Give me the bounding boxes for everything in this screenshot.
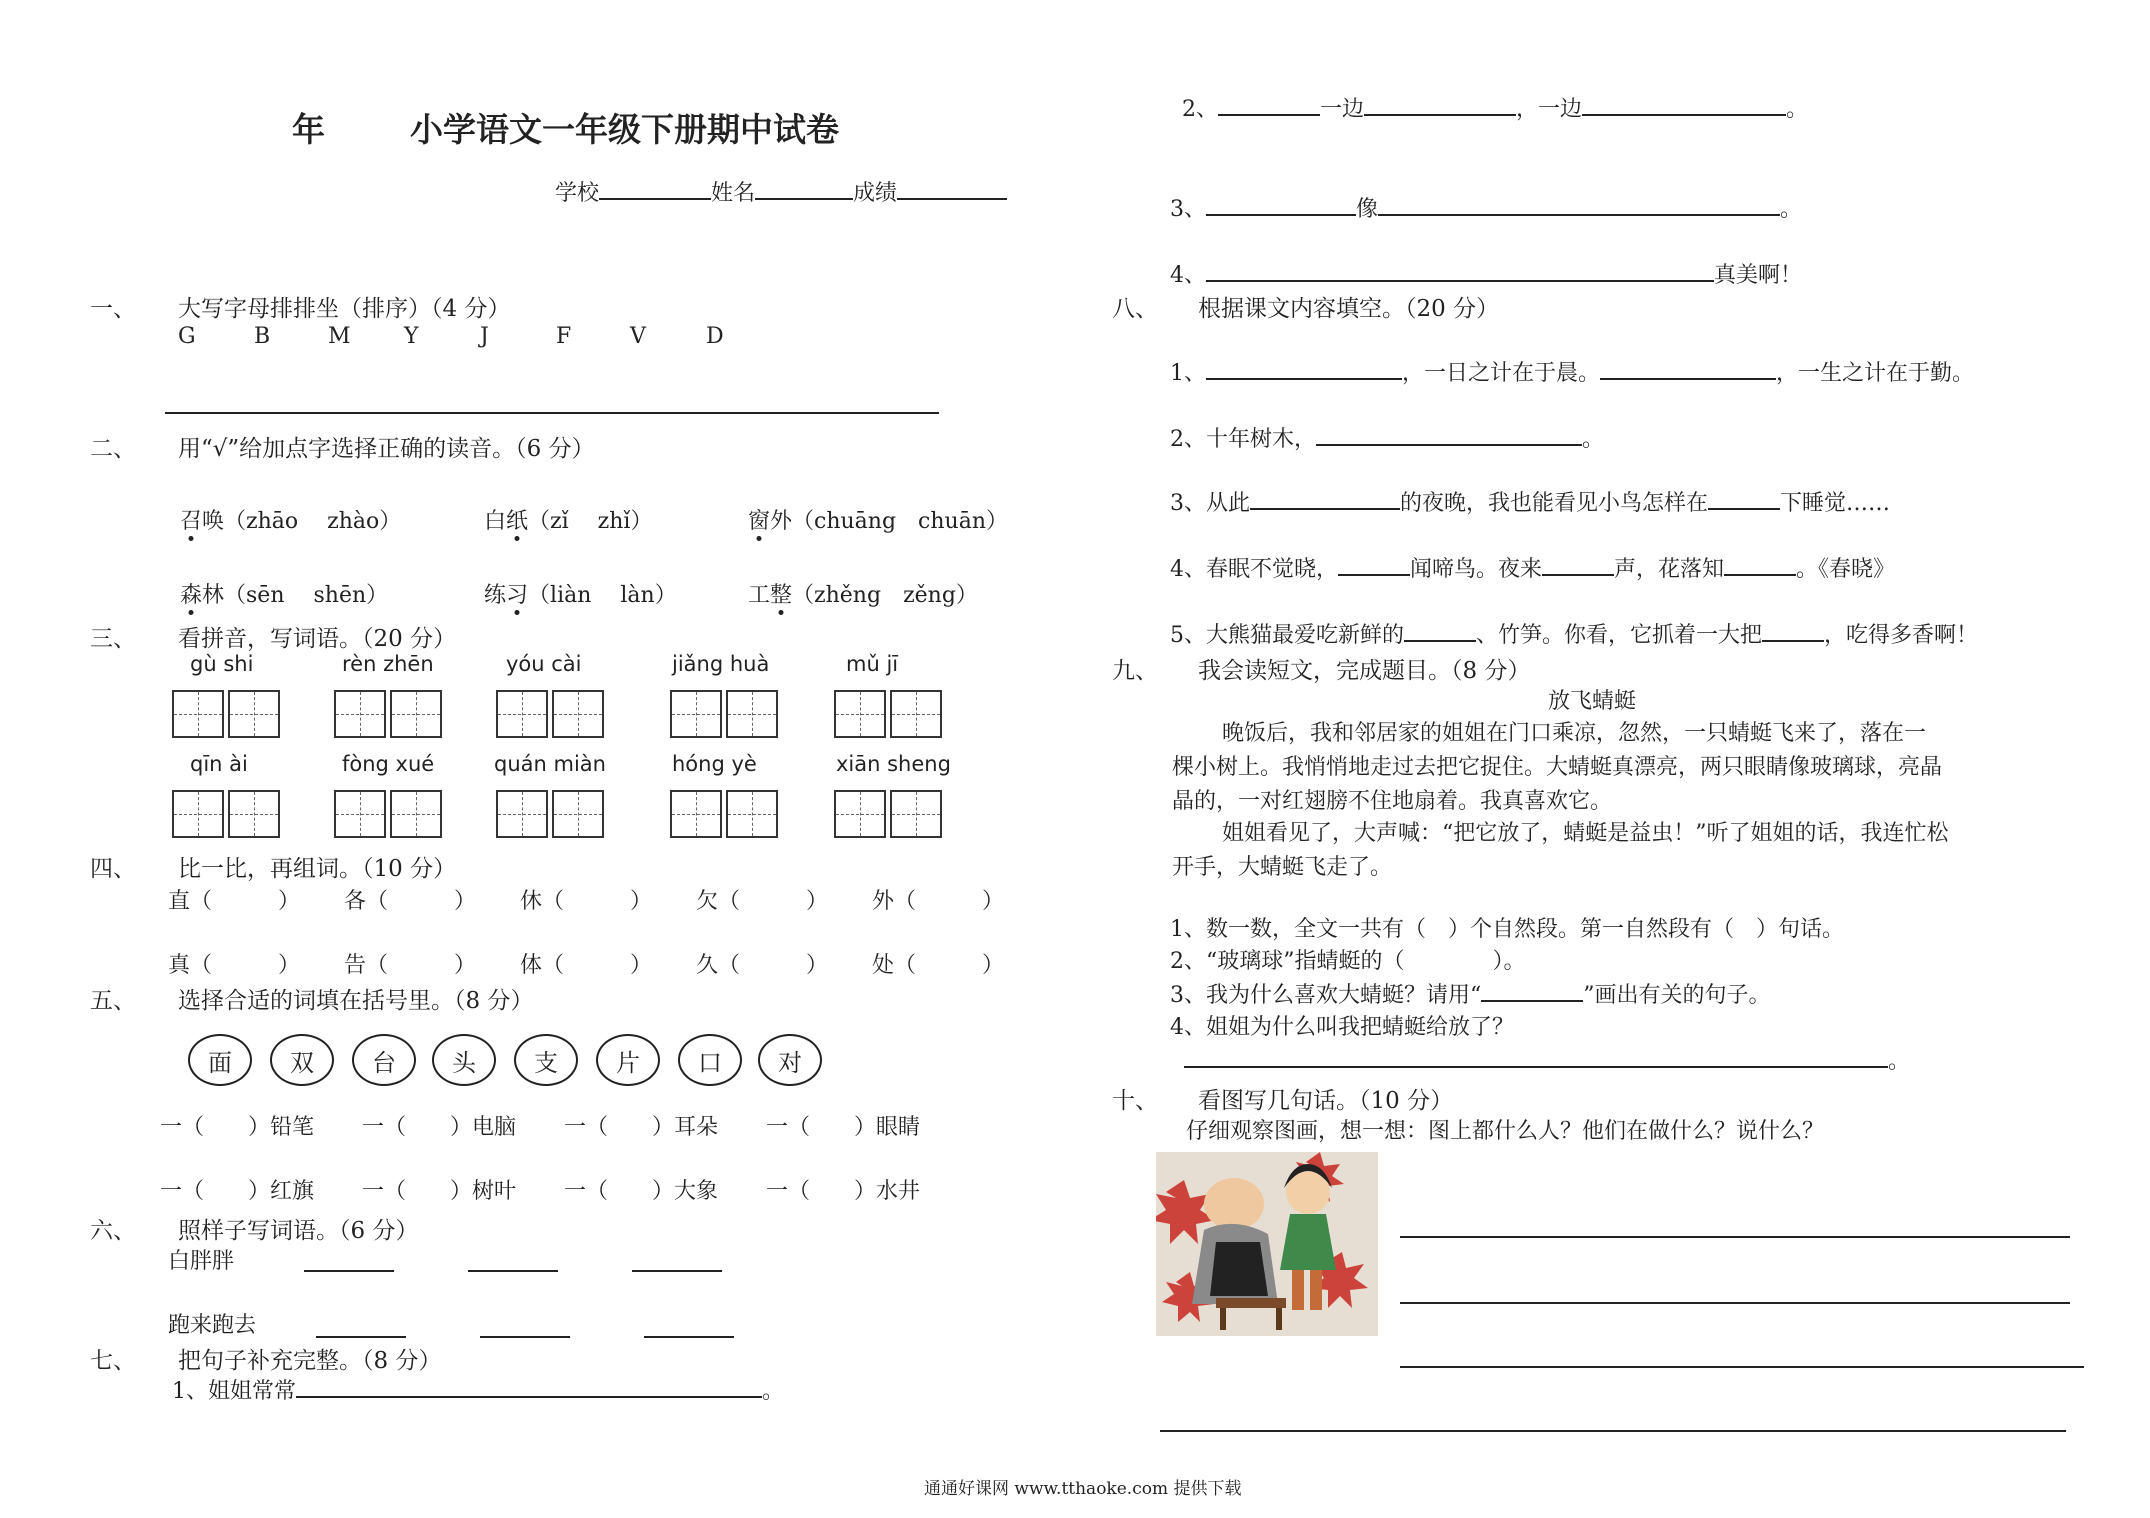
section-2-heading: 用“√”给加点字选择正确的读音。（6 分） [178,436,595,462]
fill-blank-item: 一（ ）水井 [766,1179,921,1204]
writing-grid[interactable] [726,790,778,838]
letter-item: V [630,324,646,349]
section-3-number: 三、 [90,626,136,652]
name-label: 姓名 [711,181,756,206]
section-10-number: 十、 [1112,1088,1158,1114]
answer-line[interactable] [1708,486,1780,510]
exam-year: 年 [292,110,325,149]
fill-blank-item: 一（ ）树叶 [362,1179,517,1204]
fill-sentence: 1、 ，一日之计在于晨。 ，一生之计在于勤。 [1170,356,1974,387]
student-info [555,176,1007,207]
story-line: 姐姐看见了，大声喊：“把它放了，蜻蜓是益虫！”听了姐姐的话，我连忙松 [1222,821,1949,846]
story-line: 晶的，一对红翅膀不住地扇着。我真喜欢它。 [1172,789,1613,814]
answer-line[interactable] [632,1270,722,1272]
answer-line[interactable] [1582,92,1786,116]
section-4-heading: 比一比，再组词。（10 分） [178,856,457,882]
example-word: 白胖胖 [168,1249,235,1274]
writing-grid[interactable] [834,790,886,838]
word-pair-item: 久（ ） [696,953,829,978]
measure-word-choice: 面 [188,1034,252,1086]
answer-line[interactable] [1206,356,1402,380]
answer-line[interactable] [1160,1430,2066,1432]
section-5-heading: 选择合适的词填在括号里。（8 分） [178,988,534,1014]
pronunciation-item: 窗外（chuāng chuān） [748,504,1008,535]
measure-word-choice: 头 [432,1034,496,1086]
writing-grid[interactable] [334,790,386,838]
pronunciation-item: 白纸（zǐ zhǐ） [484,504,652,535]
section-10-heading: 看图写几句话。（10 分） [1198,1088,1454,1114]
answer-line[interactable] [480,1336,570,1338]
writing-grid[interactable] [552,690,604,738]
answer-line[interactable] [1206,258,1714,282]
measure-word-choice: 对 [758,1034,822,1086]
answer-line[interactable] [1724,552,1796,576]
answer-line[interactable] [644,1336,734,1338]
answer-line[interactable] [1400,1236,2070,1238]
fill-blank-item: 一（ ）红旗 [160,1179,315,1204]
reading-answer: 。 [1184,1044,1910,1075]
measure-word-choice: 口 [678,1034,742,1086]
exam-title: 小学语文一年级下册期中试卷 [410,110,839,149]
word-pair-item: 处（ ） [872,953,1005,978]
section-8-number: 八、 [1112,296,1158,322]
section-9-number: 九、 [1112,658,1158,684]
answer-line[interactable] [1542,552,1614,576]
pinyin-label: mǔ jī [846,652,899,676]
writing-grid[interactable] [890,790,942,838]
reading-question: 1、数一数，全文一共有（ ）个自然段。第一自然段有（ ）句话。 [1170,917,1844,942]
score-label: 成绩 [853,181,898,206]
sentence-item: 2、 一边 ，一边 。 [1182,92,1808,123]
answer-line[interactable] [1378,192,1780,216]
example-word: 跑来跑去 [168,1313,257,1338]
answer-line[interactable] [304,1270,394,1272]
score-field[interactable] [897,176,1007,200]
pinyin-label: hóng yè [672,752,757,776]
answer-line[interactable] [296,1374,762,1398]
pronunciation-item: 练习（liàn làn） [484,578,677,609]
writing-grid[interactable] [390,790,442,838]
writing-grid[interactable] [726,690,778,738]
section-1-number: 一、 [90,296,136,322]
pinyin-label: yóu cài [506,652,582,676]
writing-grid[interactable] [334,690,386,738]
fill-blank-item: 一（ ）眼睛 [766,1115,921,1140]
reading-question: 2、“玻璃球”指蜻蜓的（ ）。 [1170,949,1526,974]
footer-credit: 通通好课网 www.tthaoke.com 提供下载 [924,1479,1242,1499]
answer-line[interactable] [1184,1044,1888,1068]
section-6-heading: 照样子写词语。（6 分） [178,1218,419,1244]
story-line: 晚饭后，我和邻居家的姐姐在门口乘凉，忽然，一只蜻蜓飞来了，落在一 [1222,721,1927,746]
word-pair-item: 欠（ ） [696,889,829,914]
letter-item: B [254,324,271,349]
reading-question: 3、我为什么喜欢大蜻蜓？请用“ ”画出有关的句子。 [1170,978,1771,1009]
section-8-heading: 根据课文内容填空。（20 分） [1198,296,1500,322]
answer-line[interactable] [1364,92,1516,116]
letter-item: J [480,324,489,349]
school-field[interactable] [599,176,711,200]
fill-blank-item: 一（ ）电脑 [362,1115,517,1140]
fill-sentence: 2、十年树木， 。 [1170,422,1604,453]
pronunciation-item: 工整（zhěng zěng） [748,578,978,609]
picture-prompt: 仔细观察图画，想一想：图上都什么人？他们在做什么？说什么？ [1186,1119,1825,1144]
writing-grid[interactable] [552,790,604,838]
answer-line[interactable] [1206,192,1356,216]
fill-sentence: 3、从此 的夜晚，我也能看见小鸟怎样在 下睡觉…… [1170,486,1890,517]
word-pair-item: 告（ ） [344,953,477,978]
answer-line[interactable] [1250,486,1400,510]
section-2-number: 二、 [90,436,136,462]
word-pair-item: 真（ ） [168,953,301,978]
writing-grid[interactable] [890,690,942,738]
answer-line[interactable] [1600,356,1776,380]
word-pair-item: 体（ ） [520,953,653,978]
letter-item: Y [404,324,419,349]
letter-item: M [328,324,351,349]
name-field[interactable] [755,176,853,200]
word-pair-item: 外（ ） [872,889,1005,914]
answer-line[interactable] [1218,92,1320,116]
answer-line[interactable] [1400,1366,2084,1368]
story-line: 开手，大蜻蜓飞走了。 [1172,855,1393,880]
story-line: 棵小树上。我悄悄地走过去把它捉住。大蜻蜓真漂亮，两只眼睛像玻璃球，亮晶 [1172,755,1943,780]
fill-blank-item: 一（ ）铅笔 [160,1115,315,1140]
fill-sentence: 4、春眠不觉晓， 闻啼鸟。夜来 声，花落知 。《春晓》 [1170,552,1895,583]
section-3-heading: 看拼音，写词语。（20 分） [178,626,457,652]
fill-sentence: 5、大熊猫最爱吃新鲜的 、竹笋。你看，它抓着一大把 ，吃得多香啊！ [1170,618,1978,649]
answer-line[interactable] [165,412,939,414]
section-5-number: 五、 [90,988,136,1014]
letter-item: D [706,324,724,349]
story-title: 放飞蜻蜓 [1548,689,1637,714]
writing-grid[interactable] [228,790,280,838]
writing-grid[interactable] [390,690,442,738]
pinyin-label: fòng xué [342,752,435,776]
answer-line[interactable] [468,1270,558,1272]
measure-word-choice: 双 [270,1034,334,1086]
writing-grid[interactable] [496,690,548,738]
word-pair-item: 休（ ） [520,889,653,914]
answer-line[interactable] [1338,552,1410,576]
writing-grid[interactable] [172,690,224,738]
word-pair-item: 各（ ） [344,889,477,914]
pinyin-label: gù shi [190,652,254,676]
answer-line[interactable] [1762,618,1824,642]
writing-grid[interactable] [834,690,886,738]
answer-line[interactable] [1400,1302,2070,1304]
section-9-heading: 我会读短文，完成题目。（8 分） [1198,658,1531,684]
sentence-item: 1、姐姐常常 。 [172,1374,784,1405]
pinyin-label: quán miàn [494,752,606,776]
section-4-number: 四、 [90,856,136,882]
pinyin-label: jiǎng huà [672,652,770,676]
writing-grid[interactable] [670,790,722,838]
pronunciation-item: 森林（sēn shēn） [180,578,388,609]
section-6-number: 六、 [90,1218,136,1244]
answer-line[interactable] [1404,618,1476,642]
reading-question: 4、姐姐为什么叫我把蜻蜓给放了？ [1170,1015,1514,1040]
letter-item: F [556,324,572,349]
fill-blank-item: 一（ ）耳朵 [564,1115,719,1140]
sentence-item: 3、 像 。 [1170,192,1802,223]
pinyin-label: xiān sheng [836,752,951,776]
answer-line[interactable] [316,1336,406,1338]
illustration-icon [1156,1152,1378,1336]
writing-grid[interactable] [670,690,722,738]
measure-word-choice: 支 [514,1034,578,1086]
measure-word-choice: 台 [352,1034,416,1086]
answer-line[interactable] [1316,422,1582,446]
answer-line[interactable] [1481,978,1583,1002]
school-label: 学校 [555,181,600,206]
writing-grid[interactable] [496,790,548,838]
grandpa-girl-picture [1156,1152,1378,1336]
letter-item: G [178,324,196,349]
section-7-heading: 把句子补充完整。（8 分） [178,1348,442,1374]
measure-word-choice: 片 [596,1034,660,1086]
pinyin-label: rèn zhēn [342,652,434,676]
sentence-item: 4、 真美啊！ [1170,258,1802,289]
word-pair-item: 直（ ） [168,889,301,914]
pronunciation-item: 召唤（zhāo zhào） [180,504,401,535]
writing-grid[interactable] [172,790,224,838]
section-7-number: 七、 [90,1348,136,1374]
section-1-heading: 大写字母排排坐（排序）（4 分） [178,296,511,322]
fill-blank-item: 一（ ）大象 [564,1179,719,1204]
writing-grid[interactable] [228,690,280,738]
pinyin-label: qīn ài [190,752,248,776]
